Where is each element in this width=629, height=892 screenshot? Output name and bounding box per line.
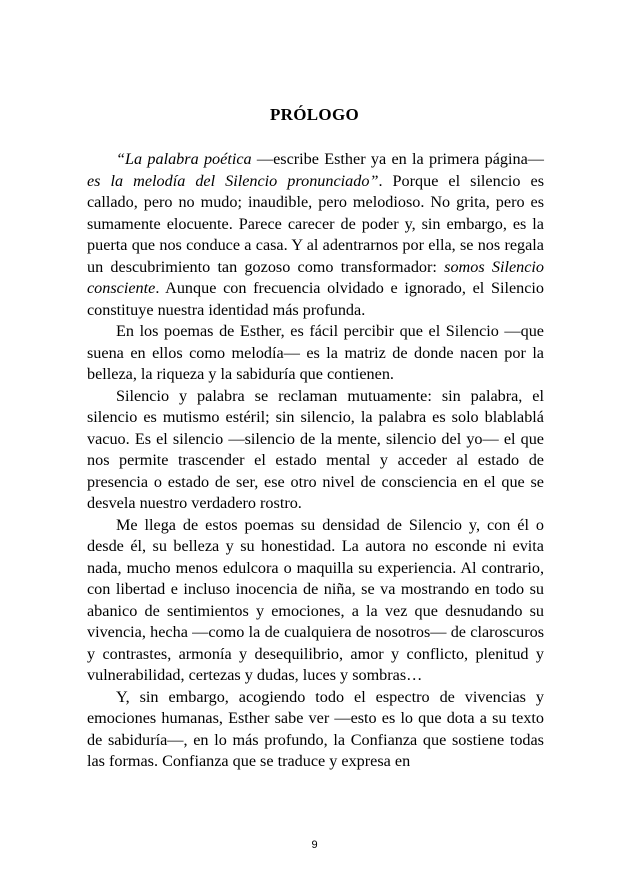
italic-text: “La palabra poética — [116, 150, 252, 168]
body-text — [87, 149, 544, 773]
text-run: Silencio y palabra se reclaman mutuamente: sin palabra, el silencio es mutismo estéril; sin silencio, la palabra es solo blablablá vacuo. Es el silencio —silencio de la mente, silencio del yo— el que nos permite trascender el estado mental y acceder al estado de presencia o estado de ser, ese otro nivel de consciencia en el que se desvela nuestro verdadero rostro. — [87, 386, 544, 512]
paragraph — [87, 687, 544, 773]
paragraph — [87, 149, 544, 321]
italic-text: somos Silencio consciente — [87, 257, 545, 297]
text-run: Me llega de estos poemas su densidad de Silencio y, con él o desde él, su belleza y su honestidad. La autora no esconde ni evita nada, mucho menos edulcora o maquilla su experiencia. Al contrario, con libertad e incluso inocencia de niña, se va mostrando en todo su abanico de sentimientos y emociones, a la vez que desnudando su vivencia, hecha —como la de cualquiera de nosotros— de claroscuros y contrastes, armonía y desequilibrio, amor y conflicto, plenitud y vulnerabilidad, certezas y dudas, luces y sombras… — [87, 515, 544, 684]
paragraph — [87, 386, 544, 515]
chapter-title: PRÓLOGO — [270, 105, 359, 124]
paragraph — [87, 321, 544, 386]
text-run: En los poemas de Esther, es fácil percibir que el Silencio —que suena en ellos como melodía— es la matriz de donde nacen por la belleza, la riqueza y la sabiduría que contienen. — [87, 322, 544, 383]
paragraph — [87, 515, 544, 687]
text-run: Y, sin embargo, acogiendo todo el espectro de vivencias y emociones humanas, Esther sabe ver —esto es lo que dota a su texto de sabiduría—, en lo más profundo, la Confianza que sostiene todas las formas. Confianza que se traduce y expresa en — [87, 687, 544, 770]
italic-text: es la melodía del Silencio pronunciado” — [87, 171, 379, 190]
text-run: . Aunque con frecuencia olvidado e ignorado, el Silencio constituye nuestra identidad más profunda. — [87, 279, 544, 319]
text-run: . Porque el silencio es callado, pero no mudo; inaudible, pero melodioso. No grita, pero es sumamente elocuente. Parece carecer de poder y, sin embargo, es la puerta que nos conduce a casa. Y al adentrarnos por ella, se nos regala un descubrimiento tan gozoso como transformador: — [87, 171, 545, 276]
text-run: —escribe Esther ya en la primera página— — [251, 150, 544, 168]
page-number: 9 — [311, 839, 318, 851]
